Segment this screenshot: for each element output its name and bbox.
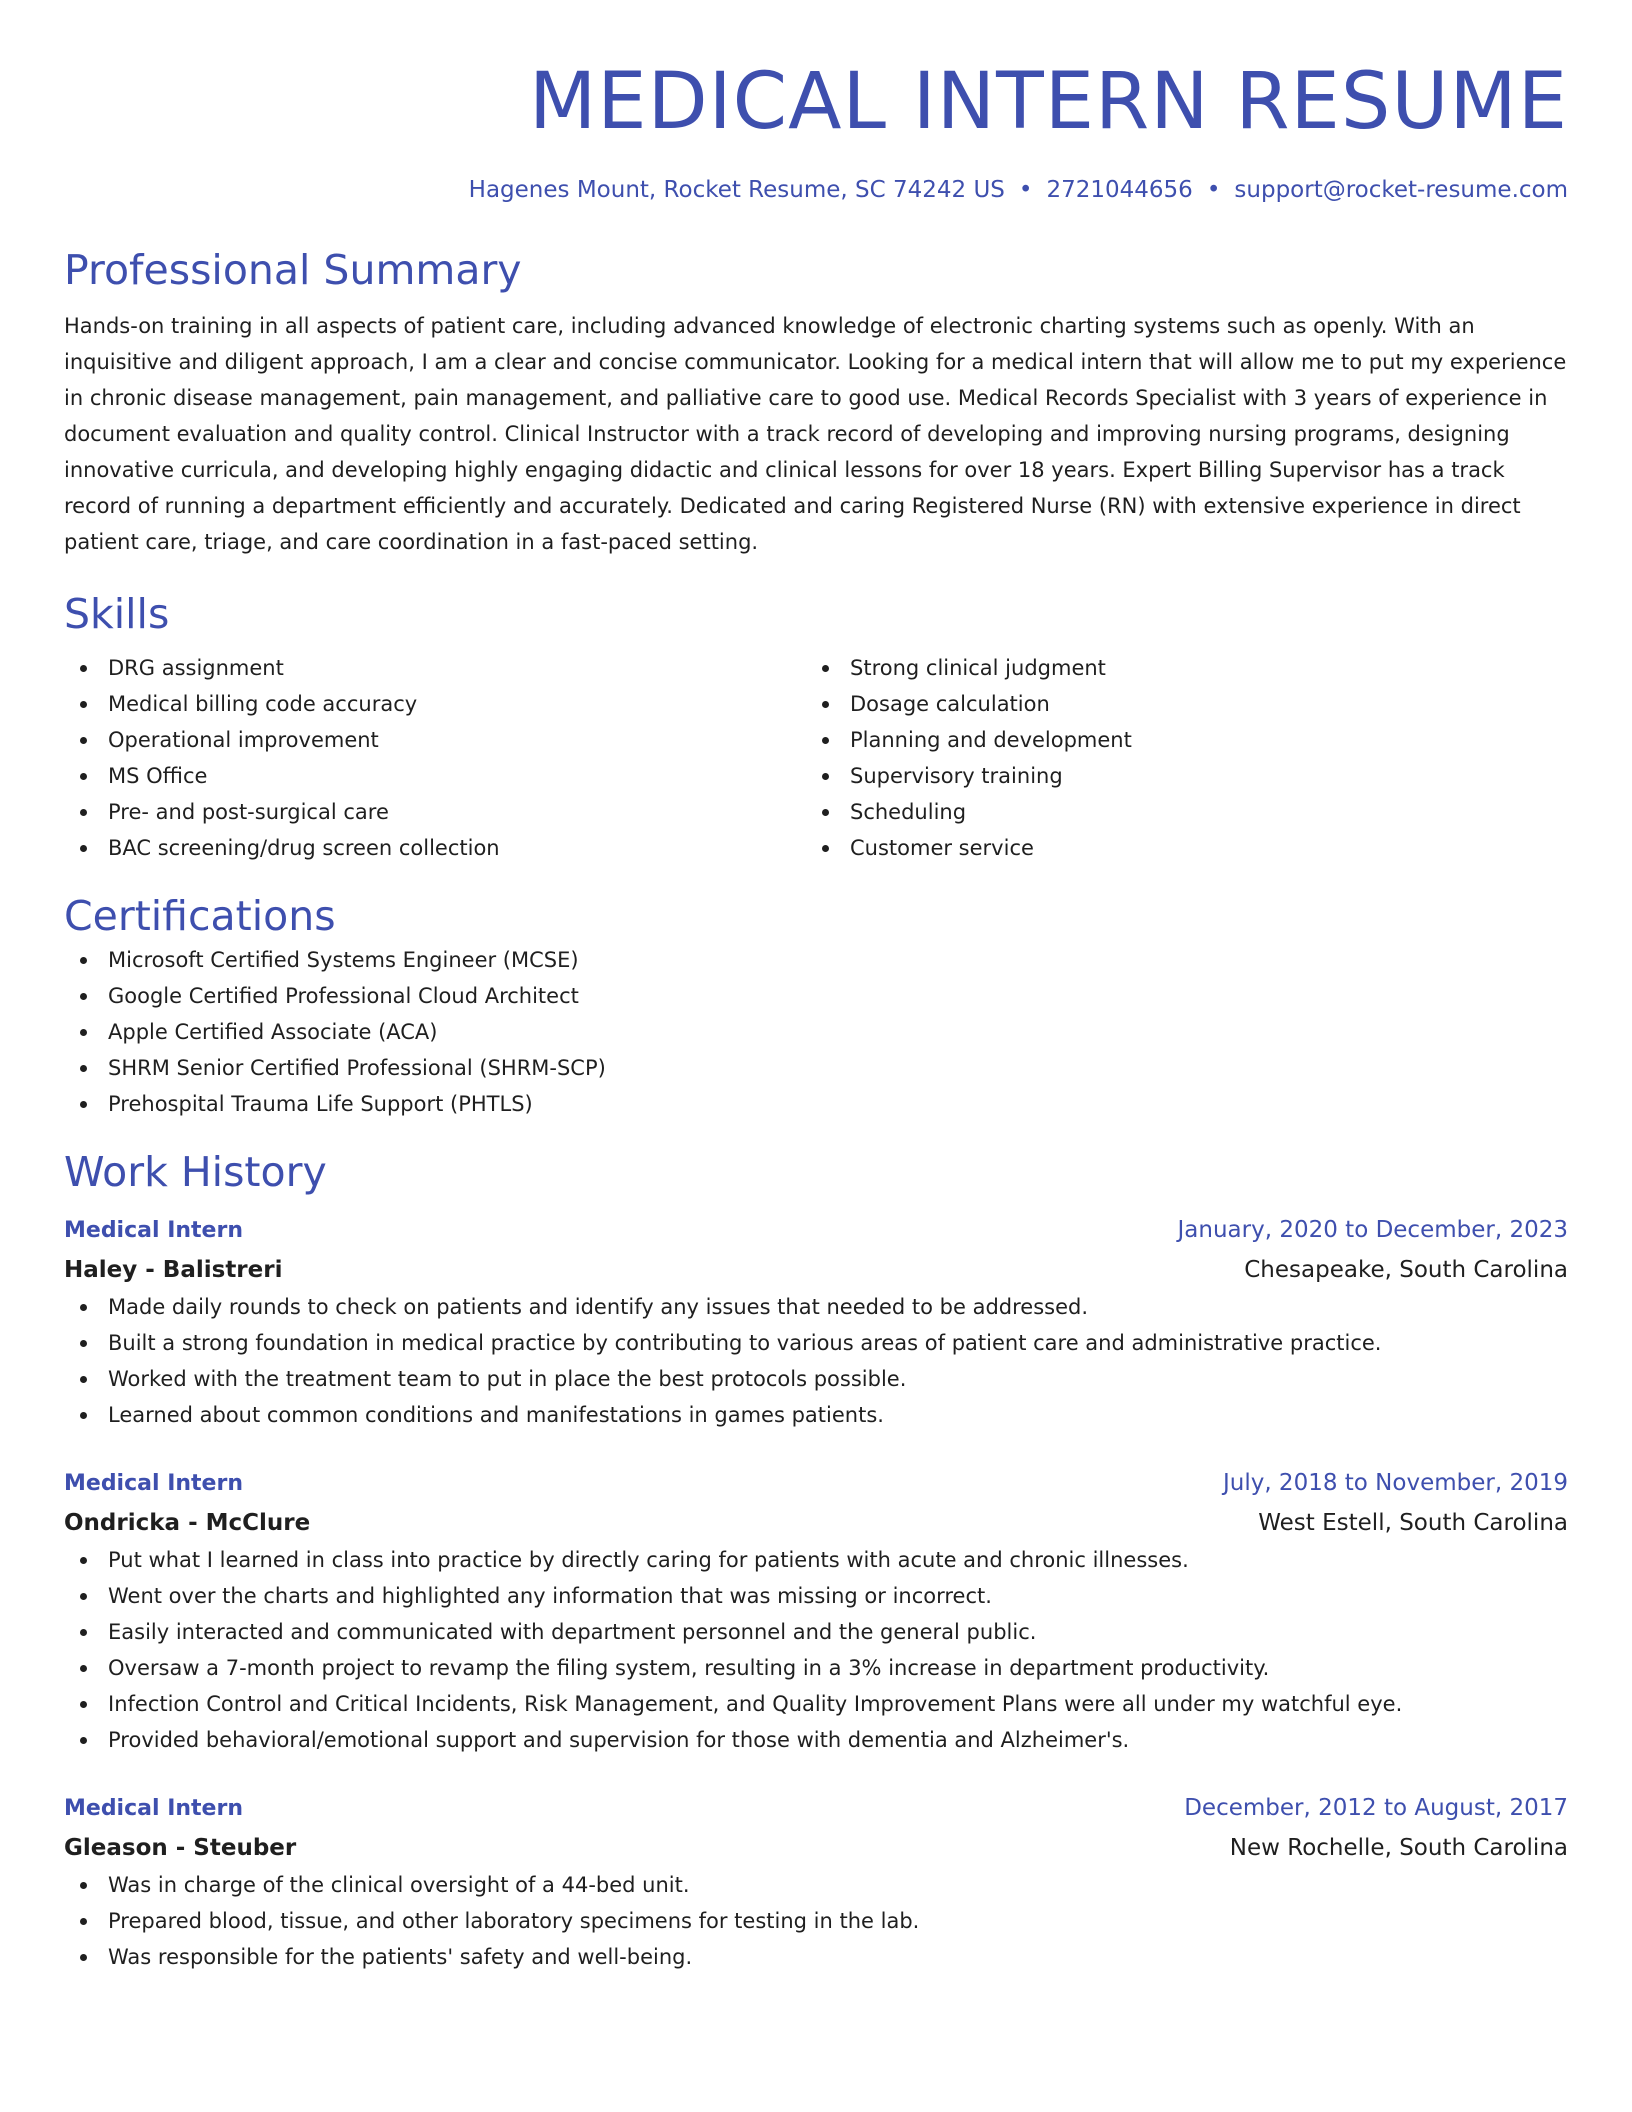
skills-column-left bbox=[64, 650, 806, 866]
contact-phone[interactable]: 2721044656 bbox=[1046, 177, 1193, 203]
contact-line bbox=[64, 174, 1568, 206]
job-duty: Prepared blood, tissue, and other laboratory specimens for testing in the lab. bbox=[64, 1903, 1568, 1939]
job-company: Gleason - Steuber bbox=[64, 1835, 297, 1861]
job-location: West Estell, South Carolina bbox=[1258, 1510, 1568, 1536]
job-duty: Put what I learned in class into practice by directly caring for patients with acute and chronic illnesses. bbox=[64, 1542, 1568, 1578]
job-employer-row bbox=[64, 1504, 1568, 1542]
certification-item: Prehospital Trauma Life Support (PHTLS) bbox=[64, 1086, 1568, 1122]
skill-item: Medical billing code accuracy bbox=[64, 686, 806, 722]
contact-separator: • bbox=[1018, 177, 1033, 203]
job-dates: July, 2018 to November, 2019 bbox=[1222, 1470, 1568, 1496]
job-entry bbox=[64, 1788, 1568, 1975]
job-location: Chesapeake, South Carolina bbox=[1244, 1257, 1568, 1283]
skill-item: Operational improvement bbox=[64, 722, 806, 758]
skill-item: Customer service bbox=[806, 830, 1548, 866]
work-history-heading: Work History bbox=[64, 1148, 327, 1196]
job-duty: Provided behavioral/emotional support and supervision for those with dementia and Alzheimer's. bbox=[64, 1722, 1568, 1758]
skill-item: Strong clinical judgment bbox=[806, 650, 1548, 686]
skill-item: Scheduling bbox=[806, 794, 1548, 830]
job-duty: Made daily rounds to check on patients and identify any issues that needed to be addressed. bbox=[64, 1289, 1568, 1325]
job-duties-list bbox=[64, 1542, 1568, 1758]
job-title: Medical Intern bbox=[64, 1796, 243, 1821]
job-duty: Learned about common conditions and manifestations in games patients. bbox=[64, 1397, 1568, 1433]
skill-item: Pre- and post-surgical care bbox=[64, 794, 806, 830]
job-duty: Easily interacted and communicated with department personnel and the general public. bbox=[64, 1614, 1568, 1650]
job-location: New Rochelle, South Carolina bbox=[1229, 1835, 1568, 1861]
job-company: Ondricka - McClure bbox=[64, 1510, 311, 1536]
skill-item: BAC screening/drug screen collection bbox=[64, 830, 806, 866]
job-dates: December, 2012 to August, 2017 bbox=[1184, 1795, 1568, 1821]
contact-separator: • bbox=[1206, 177, 1221, 203]
contact-address: Hagenes Mount, Rocket Resume, SC 74242 US bbox=[468, 177, 1005, 203]
job-duty: Infection Control and Critical Incidents, Risk Management, and Quality Improvement Plans were all under my watchful eye. bbox=[64, 1686, 1568, 1722]
job-entry bbox=[64, 1463, 1568, 1758]
certification-item: Microsoft Certified Systems Engineer (MCSE) bbox=[64, 942, 1568, 978]
job-header-row bbox=[64, 1210, 1568, 1251]
job-duties-list bbox=[64, 1289, 1568, 1433]
skills-grid bbox=[64, 650, 1568, 866]
job-duty: Went over the charts and highlighted any information that was missing or incorrect. bbox=[64, 1578, 1568, 1614]
job-company: Haley - Balistreri bbox=[64, 1257, 283, 1283]
skill-item: Planning and development bbox=[806, 722, 1548, 758]
skills-column-right bbox=[806, 650, 1548, 866]
skills-list-left bbox=[64, 650, 806, 866]
certifications-heading: Certifications bbox=[64, 892, 336, 940]
certifications-list bbox=[64, 942, 1568, 1122]
summary-heading: Professional Summary bbox=[64, 246, 522, 294]
skills-heading: Skills bbox=[64, 590, 170, 638]
job-duty: Worked with the treatment team to put in place the best protocols possible. bbox=[64, 1361, 1568, 1397]
job-title: Medical Intern bbox=[64, 1218, 243, 1243]
job-header-row bbox=[64, 1788, 1568, 1829]
job-employer-row bbox=[64, 1251, 1568, 1289]
certification-item: Google Certified Professional Cloud Architect bbox=[64, 978, 1568, 1014]
skill-item: MS Office bbox=[64, 758, 806, 794]
resume-title: MEDICAL INTERN RESUME bbox=[529, 57, 1568, 147]
skill-item: Dosage calculation bbox=[806, 686, 1548, 722]
job-duty: Was in charge of the clinical oversight of a 44-bed unit. bbox=[64, 1867, 1568, 1903]
certification-item: Apple Certified Associate (ACA) bbox=[64, 1014, 1568, 1050]
job-title: Medical Intern bbox=[64, 1471, 243, 1496]
job-duty: Was responsible for the patients' safety and well-being. bbox=[64, 1939, 1568, 1975]
job-entry bbox=[64, 1210, 1568, 1433]
job-dates: January, 2020 to December, 2023 bbox=[1177, 1217, 1568, 1243]
skill-item: DRG assignment bbox=[64, 650, 806, 686]
summary-text: Hands-on training in all aspects of patient care, including advanced knowledge of electronic charting systems such as openly. With an inquisitive and diligent approach, I am a clear and concise communicator. Looking for a medical intern that will allow me to put my experience in chronic disease management, pain management, and palliative care to good use. Medical Records Specialist with 3 years of experience in document evaluation and quality control. Clinical Instructor with a track record of developing and improving nursing programs, designing innovative curricula, and developing highly engaging didactic and clinical lessons for over 18 years. Expert Billing Supervisor has a track record of running a department efficiently and accurately. Dedicated and caring Registered Nurse (RN) with extensive experience in direct patient care, triage, and care coordination in a fast-paced setting. bbox=[64, 314, 1567, 554]
job-duty: Built a strong foundation in medical practice by contributing to various areas of patient care and administrative practice. bbox=[64, 1325, 1568, 1361]
job-duties-list bbox=[64, 1867, 1568, 1975]
job-employer-row bbox=[64, 1829, 1568, 1867]
skills-list-right bbox=[806, 650, 1548, 866]
contact-email[interactable]: support@rocket-resume.com bbox=[1234, 177, 1568, 203]
certification-item: SHRM Senior Certified Professional (SHRM-SCP) bbox=[64, 1050, 1568, 1086]
skill-item: Supervisory training bbox=[806, 758, 1548, 794]
job-header-row bbox=[64, 1463, 1568, 1504]
job-duty: Oversaw a 7-month project to revamp the filing system, resulting in a 3% increase in department productivity. bbox=[64, 1650, 1568, 1686]
